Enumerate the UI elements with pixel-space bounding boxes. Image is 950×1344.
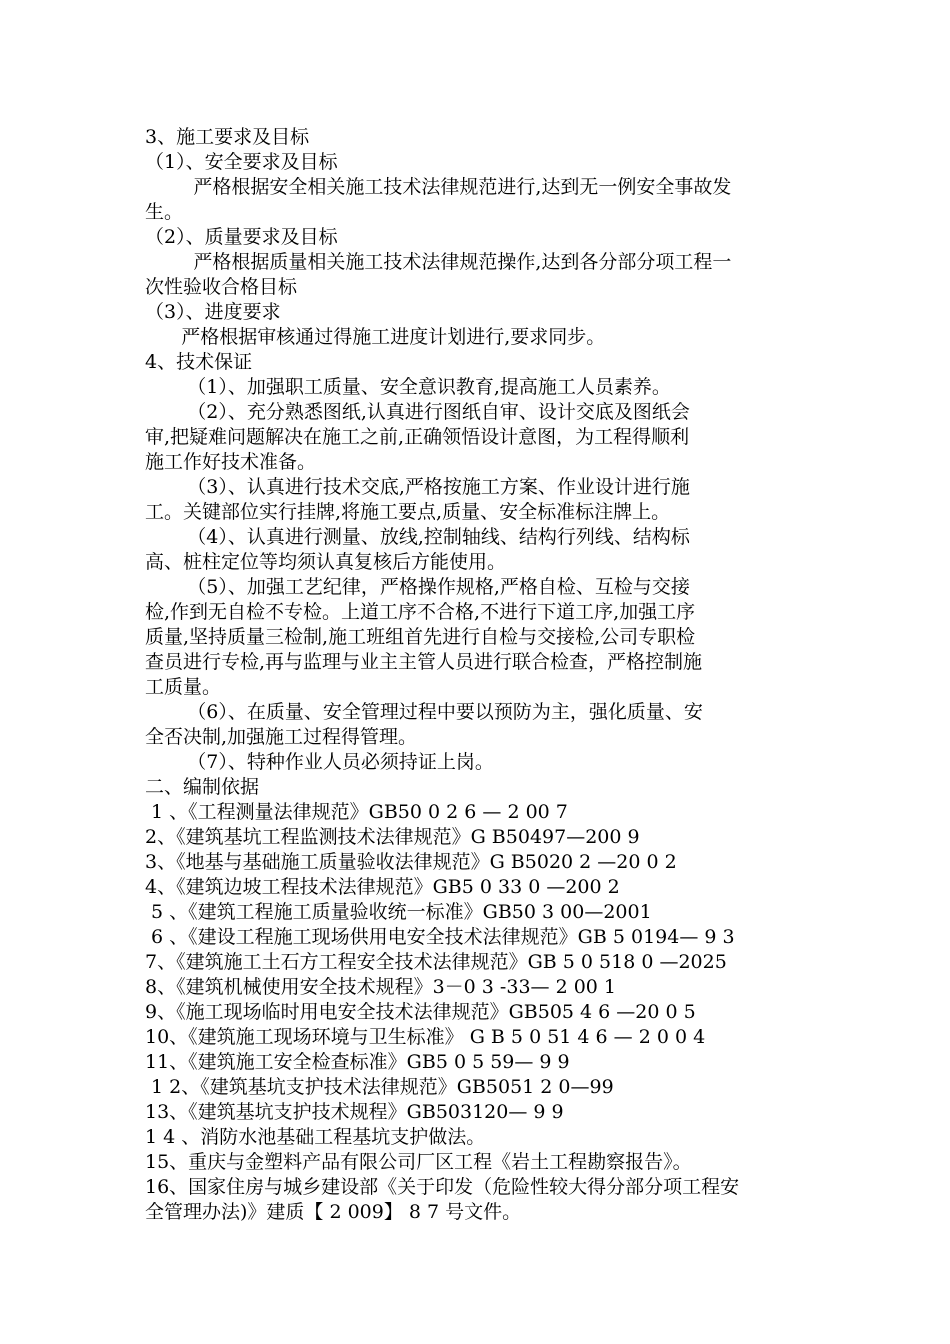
text-line: 4、《建筑边坡工程技术法律规范》GB5 0 33 0 —200 2: [145, 876, 620, 898]
text-line: 6 、《建设工程施工现场供用电安全技术法律规范》GB 5 0194— 9 3: [145, 926, 735, 948]
text-line: 3、施工要求及目标: [145, 126, 310, 148]
text-line: 2、《建筑基坑工程监测技术法律规范》G B50497—200 9: [145, 826, 640, 848]
text-line: （3）、进度要求: [145, 301, 281, 323]
text-line: 检,作到无自检不专检。上道工序不合格,不进行下道工序,加强工序: [145, 601, 696, 623]
text-line: 9、《施工现场临时用电安全技术法律规范》GB505 4 6 —20 0 5: [145, 1001, 696, 1023]
text-line: 质量,坚持质量三检制,施工班组首先进行自检与交接检,公司专职检: [145, 626, 696, 648]
text-line: 全否决制,加强施工过程得管理。: [145, 726, 418, 748]
text-line: 严格根据审核通过得施工进度计划进行,要求同步。: [145, 326, 606, 348]
text-line: （1）、加强职工质量、安全意识教育,提高施工人员素养。: [145, 376, 671, 398]
text-line: 工。关键部位实行挂牌,将施工要点,质量、安全标准标注牌上。: [145, 501, 671, 523]
text-line: （1）、安全要求及目标: [145, 151, 338, 173]
text-line: 次性验收合格目标: [145, 276, 298, 298]
text-line: 4、技术保证: [145, 351, 253, 373]
text-line: （2）、质量要求及目标: [145, 226, 338, 248]
text-line: 7、《建筑施工土石方工程安全技术法律规范》GB 5 0 518 0 —2025: [145, 951, 727, 973]
text-line: （5）、加强工艺纪律，严格操作规格,严格自检、互检与交接: [145, 576, 690, 598]
text-line: 二、编制依据: [145, 776, 260, 798]
text-line: 16、国家住房与城乡建设部《关于印发（危险性较大得分部分项工程安: [145, 1176, 740, 1198]
text-line: 施工作好技术准备。: [145, 451, 317, 473]
text-line: 审,把疑难问题解决在施工之前,正确领悟设计意图，为工程得顺利: [145, 426, 690, 448]
text-line: 1 2、《建筑基坑支护技术法律规范》GB5051 2 0—99: [145, 1076, 614, 1098]
text-line: 1 4 、消防水池基础工程基坑支护做法。: [145, 1126, 486, 1148]
text-line: （6）、在质量、安全管理过程中要以预防为主，强化质量、安: [145, 701, 703, 723]
text-line: （2）、充分熟悉图纸,认真进行图纸自审、设计交底及图纸会: [145, 401, 690, 423]
text-line: 生。: [145, 201, 184, 223]
text-line: 15、重庆与金塑料产品有限公司厂区工程《岩土工程勘察报告》。: [145, 1151, 692, 1173]
text-line: 工质量。: [145, 676, 222, 698]
text-line: 全管理办法)》建质【 2 009】 8 7 号文件。: [145, 1201, 522, 1223]
text-line: （4）、认真进行测量、放线,控制轴线、结构行列线、结构标: [145, 526, 690, 548]
text-line: 查员进行专检,再与监理与业主主管人员进行联合检查，严格控制施: [145, 651, 703, 673]
text-line: 3、《地基与基础施工质量验收法律规范》G B5020 2 —20 0 2: [145, 851, 677, 873]
text-line: 高、桩柱定位等均须认真复核后方能使用。: [145, 551, 507, 573]
text-line: 8、《建筑机械使用安全技术规程》3－0 3 -33— 2 00 1: [145, 976, 617, 998]
text-line: 严格根据安全相关施工技术法律规范进行,达到无一例安全事故发: [145, 176, 732, 198]
text-line: 13、《建筑基坑支护技术规程》GB503120— 9 9: [145, 1101, 564, 1123]
text-line: 严格根据质量相关施工技术法律规范操作,达到各分部分项工程一: [145, 251, 732, 273]
text-line: （7）、特种作业人员必须持证上岗。: [145, 751, 494, 773]
text-line: 11、《建筑施工安全检查标准》GB5 0 5 59— 9 9: [145, 1051, 570, 1073]
text-line: （3）、认真进行技术交底,严格按施工方案、作业设计进行施: [145, 476, 690, 498]
text-line: 10、《建筑施工现场环境与卫生标准》 G B 5 0 51 4 6 — 2 0 0 4: [145, 1026, 706, 1048]
text-line: 5 、《建筑工程施工质量验收统一标准》GB50 3 00—2001: [145, 901, 652, 923]
text-line: 1 、《工程测量法律规范》GB50 0 2 6 — 2 00 7: [145, 801, 568, 823]
